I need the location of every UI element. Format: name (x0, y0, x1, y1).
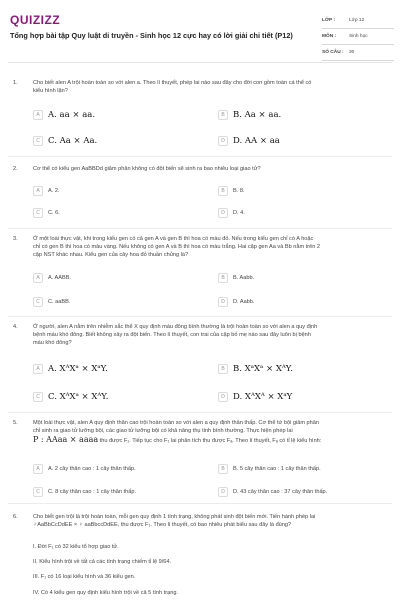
question-text (33, 236, 386, 259)
option-letter: C (33, 208, 43, 218)
option-text: B. 8. (233, 187, 245, 194)
option-text: D. Aabb. (233, 298, 255, 305)
statement-3: III. F₁ có 16 loại kiểu hình và 36 kiểu gen. (33, 574, 136, 580)
question-number: 1. (13, 80, 18, 86)
question-line: bệnh máu khó đông. Biết không xảy ra đột biến. Theo lí thuyết, con trai của cặp bố mẹ nào sau đây luôn bị bệnh (33, 331, 311, 338)
meta-value-count: 30 (349, 50, 355, 55)
option-text: D. XᴬXᴬ × XᵃY (233, 391, 293, 402)
option-text: D. 43 cây thân cao : 37 cây thân thấp. (233, 488, 328, 495)
option-letter: D (218, 392, 228, 402)
statement-1: I. Đời F₁ có 32 kiểu tổ hợp giao tử. (33, 544, 119, 550)
option-text: C. aaBB. (48, 298, 71, 305)
meta-key-count: SỐ CÂU : (322, 50, 344, 55)
option-text: A. 2 cây thân cao : 1 cây thân thấp. (48, 465, 136, 472)
meta-row-count (322, 45, 394, 61)
question-line: Cho biết gen trội là trội hoàn toàn, mỗi gen quy định 1 tính trạng, không phát sinh đột biến mới. Tiến hành phép lai (33, 514, 316, 520)
question-number: 3. (13, 236, 18, 242)
option-b[interactable] (218, 271, 254, 284)
question-text (33, 420, 386, 445)
option-letter: C (33, 487, 43, 497)
option-letter: D (218, 297, 228, 307)
question-divider (8, 503, 392, 504)
question-text (33, 324, 386, 347)
option-letter: C (33, 392, 43, 402)
option-letter: A (33, 186, 43, 196)
option-letter: B (218, 273, 228, 283)
question-line: Cho biết alen A trội hoàn toàn so với alen a. Theo lí thuyết, phép lai nào sau đây cho đời con gồm toàn cá thể có (33, 80, 312, 86)
option-b[interactable] (218, 108, 281, 121)
question-divider (8, 316, 392, 317)
option-text: B. Aa × aa. (233, 109, 282, 120)
formula-continuation: thu được F₁. Tiếp tục cho F₁ lai phân tích thu được Fₐ. Theo lí thuyết, Fₐ có tỉ lệ kiểu hình: (99, 437, 322, 444)
option-d[interactable] (218, 134, 280, 147)
meta-value-class: Lớp 12 (349, 18, 365, 23)
question-line: ♂AaBbCcDdEE × ♀ aaBbccDdEE, thu được F₁. Theo lí thuyết, có bao nhiêu phát biểu sau đây là đúng? (33, 521, 292, 528)
option-a[interactable] (33, 462, 136, 475)
option-a[interactable] (33, 108, 95, 121)
meta-row-class (322, 13, 394, 29)
option-d[interactable] (218, 485, 327, 498)
option-letter: C (33, 136, 43, 146)
question-text (33, 166, 386, 174)
option-letter: D (218, 487, 228, 497)
option-text: D. 4. (233, 209, 245, 216)
option-text: B. Aabb. (233, 274, 255, 281)
option-text: D. AA × aa (233, 135, 280, 146)
question-line: máu khó đông? (33, 339, 72, 346)
option-text: C. 8 cây thân cao : 1 cây thân thấp. (48, 488, 137, 495)
page-title: Tổng hợp bài tập Quy luật di truyền - Sinh học 12 cực hay có lời giải chi tiết (P12) (10, 31, 293, 40)
question-number: 4. (13, 324, 18, 330)
option-d[interactable] (218, 390, 292, 403)
option-letter: B (218, 364, 228, 374)
option-letter: D (218, 136, 228, 146)
question-line: chỉ có gen B thì hoa có màu vàng. Nếu không có gen A và B thì hoa có màu trắng. Hai cặp gen Aa và Bb nằm trên 2 (33, 243, 321, 250)
option-b[interactable] (218, 184, 245, 197)
question-line: Ở một loài thực vật, khi trong kiểu gen có cả gen A và gen B thì hoa có màu đỏ. Nếu trong kiểu gen chỉ có A hoặc (33, 236, 314, 242)
option-letter: A (33, 110, 43, 120)
option-text: B. 5 cây thân cao : 1 cây thân thấp. (233, 465, 321, 472)
statement-4: IV. Có 4 kiểu gen quy định kiểu hình trội về cả 5 tính trạng. (33, 590, 179, 596)
option-text: A. AABB. (48, 274, 72, 281)
option-text: A. 2. (48, 187, 60, 194)
question-line: chỉ sinh ra giao tử lưỡng bội, các giao tử lưỡng bội có khả năng thụ tinh bình thường. Thực hiện phép lai (33, 427, 293, 434)
option-text: A. aa × aa. (48, 109, 96, 120)
question-divider (8, 412, 392, 413)
option-c[interactable] (33, 390, 109, 403)
option-c[interactable] (33, 485, 136, 498)
option-c[interactable] (33, 295, 70, 308)
option-letter: B (218, 464, 228, 474)
meta-table (322, 13, 394, 61)
option-letter: A (33, 273, 43, 283)
question-line: Ở người, alen A nằm trên nhiễm sắc thể X quy định máu đông bình thường là trội hoàn toàn so với alen a quy định (33, 324, 318, 330)
meta-row-subject (322, 29, 394, 45)
question-line: kiểu hình lặn? (33, 87, 68, 94)
question-text (33, 514, 386, 530)
question-divider (8, 228, 392, 229)
option-letter: D (218, 208, 228, 218)
question-number: 2. (13, 166, 18, 172)
option-d[interactable] (218, 206, 245, 219)
option-c[interactable] (33, 206, 60, 219)
meta-key-subject: MÔN : (322, 34, 337, 39)
meta-key-class: LỚP : (322, 18, 336, 23)
meta-value-subject: Sinh học (349, 34, 368, 39)
question-divider (8, 156, 392, 157)
option-letter: A (33, 364, 43, 374)
option-b[interactable] (218, 462, 321, 475)
question-number: 6. (13, 514, 18, 520)
option-a[interactable] (33, 271, 71, 284)
option-text: C. 6. (48, 209, 60, 216)
option-letter: B (218, 110, 228, 120)
option-text: B. XᵃXᵃ × XᴬY. (233, 363, 293, 374)
option-text: C. Aa × Aa. (48, 135, 98, 146)
quizizz-logo: QUIZIZZ (10, 13, 61, 27)
question-number: 5. (13, 420, 18, 426)
option-c[interactable] (33, 134, 97, 147)
option-a[interactable] (33, 184, 60, 197)
option-letter: B (218, 186, 228, 196)
header-divider (8, 62, 392, 63)
question-text (33, 80, 386, 96)
option-d[interactable] (218, 295, 254, 308)
option-text: A. XᴬXᵃ × XᵃY. (48, 363, 108, 374)
question-line: cặp NST khác nhau. Kiểu gen của cây hoa đỏ thuần chủng là? (33, 251, 189, 258)
option-letter: C (33, 297, 43, 307)
option-b[interactable] (218, 362, 293, 375)
option-a[interactable] (33, 362, 108, 375)
cross-formula: P : AAaa × aaaa (33, 434, 99, 444)
question-line-formula (33, 436, 386, 446)
option-letter: A (33, 464, 43, 474)
question-line: Một loài thực vật, alen A quy định thân cao trội hoàn toàn so với alen a quy định thân thấp. Cơ thể tứ bội giảm phân (33, 420, 319, 426)
statement-2: II. Kiểu hình trội về tất cả các tính trạng chiếm tỉ lệ 9/64. (33, 559, 172, 565)
option-text: C. XᴬXᵃ × XᴬY. (48, 391, 109, 402)
question-line: Cơ thể có kiểu gen AaBBDd giảm phân không có đột biến sẽ sinh ra bao nhiêu loại giao tử? (33, 166, 261, 172)
